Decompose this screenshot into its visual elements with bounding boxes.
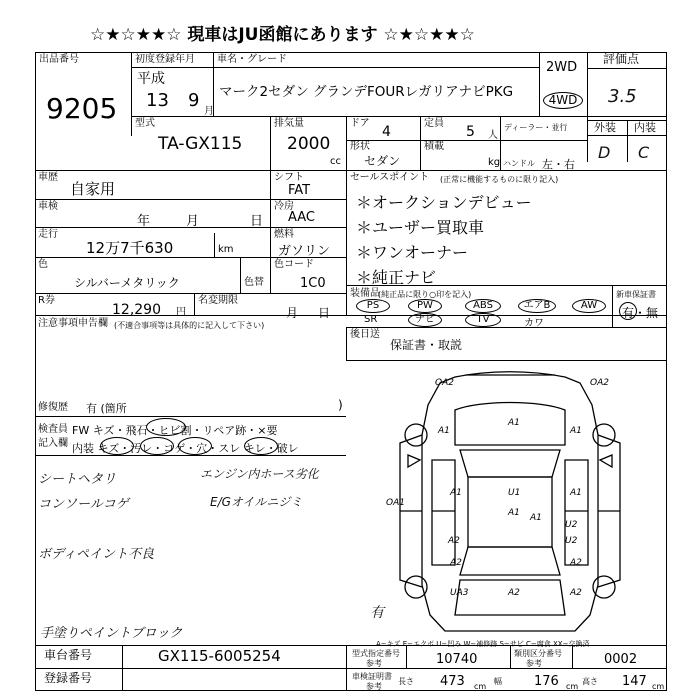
- inspection-label: 車検: [38, 201, 58, 212]
- width-label: 幅: [494, 677, 502, 686]
- post-delivery-value: 保証書・取説: [390, 338, 463, 352]
- length-value: 473: [440, 674, 465, 689]
- warranty-label: 新車保証書: [616, 290, 656, 299]
- drive-2wd: 2WD: [546, 60, 578, 75]
- name-change-day: 日: [318, 306, 331, 320]
- equip-tv: TV: [465, 313, 501, 327]
- warranty-value: 有・無: [622, 306, 659, 320]
- remark-4: E/Gオイルニジミ: [210, 495, 303, 509]
- diag-mark-12: U2: [565, 536, 578, 546]
- circled-stone-chip: [146, 418, 186, 436]
- equip-abs: ABS: [465, 299, 501, 313]
- rating-label: 評価点: [603, 52, 640, 66]
- ext-grade-value: D: [598, 143, 611, 162]
- doors-label: ドア: [350, 118, 370, 129]
- ac-label: 冷房: [274, 201, 294, 212]
- remark-2: コンソールコゲ: [38, 497, 129, 512]
- car-damage-diagram: [360, 365, 660, 645]
- doors-value: 4: [382, 124, 391, 140]
- name-change-label: 名変期限: [198, 295, 238, 306]
- mileage-label: 走行: [38, 229, 58, 240]
- lot-label: 出品番号: [39, 54, 79, 65]
- height-label: 高さ: [582, 677, 598, 686]
- ac-value: AAC: [288, 210, 315, 225]
- rating-value: 3.5: [608, 86, 637, 107]
- sales-points-label: セールスポイント: [350, 172, 430, 183]
- equip-leather: カワ: [524, 318, 544, 329]
- sales-point-1: ＊オークションデビュー: [356, 193, 532, 212]
- displacement-unit: cc: [330, 156, 341, 167]
- first-reg-era: 平成: [137, 71, 165, 87]
- diag-mark-19: A2: [570, 558, 582, 568]
- diag-mark-8: A1: [570, 488, 582, 498]
- diag-mark-14: OA1: [386, 498, 405, 508]
- recycle-value: 12,290: [112, 302, 161, 318]
- repair-value: 有 (箇所: [86, 402, 127, 415]
- repair-label: 修復歴: [38, 402, 68, 413]
- color-value: シルバーメタリック: [74, 276, 180, 290]
- color-label: 色: [38, 259, 48, 270]
- displacement-value: 2000: [287, 134, 331, 154]
- equip-navi: ナビ: [408, 313, 442, 327]
- load-unit: kg: [488, 157, 501, 168]
- diag-mark-13: A1: [530, 513, 542, 523]
- diag-mark-18: A2: [570, 588, 582, 598]
- shape-value: セダン: [364, 154, 401, 168]
- dealer-label: ディーラー・並行: [504, 123, 568, 132]
- color-code-label: 色コード: [274, 259, 314, 270]
- sales-point-3: ＊ワンオーナー: [356, 243, 469, 262]
- model-code-label-1: 型式指定番号: [352, 649, 400, 658]
- sales-point-2: ＊ユーザー買取車: [356, 218, 485, 237]
- model-code-value: 10740: [436, 652, 478, 667]
- ext-grade-label: 外装: [594, 121, 616, 134]
- equipment-sub: (純正品に限り○印を記入): [378, 290, 472, 299]
- diag-mark-15: A2: [450, 558, 462, 568]
- width-unit: cm: [566, 682, 579, 691]
- inspector-label-1: 検査員: [38, 424, 68, 435]
- capacity-value: 5: [466, 124, 475, 140]
- remark-5: ボディペイント不良: [38, 547, 154, 562]
- displacement-label: 排気量: [274, 118, 304, 129]
- history-label: 車歴: [38, 172, 58, 183]
- registration-label: 登録番号: [44, 671, 93, 685]
- diag-mark-5: A1: [570, 426, 582, 436]
- mileage-unit: km: [218, 244, 234, 255]
- equip-sr: SR: [364, 314, 378, 325]
- model-value: TA-GX115: [158, 134, 243, 154]
- remark-3: エンジン内ホース劣化: [200, 467, 319, 481]
- notes-label: 注意事項申告欄: [38, 318, 108, 329]
- stamp-mark: 有: [370, 605, 384, 621]
- shift-value: FAT: [288, 183, 311, 198]
- sales-points-sub: (正常に機能するものに限り記入): [440, 175, 559, 184]
- shift-label: シフト: [274, 172, 304, 183]
- load-label: 積載: [424, 141, 444, 152]
- capacity-unit: 人: [488, 130, 498, 141]
- chassis-value: GX115-6005254: [158, 647, 281, 665]
- equip-ps: PS: [356, 299, 390, 313]
- warranty-circle: [619, 302, 637, 320]
- class-code-value: 0002: [604, 652, 638, 667]
- diag-mark-7: A1: [450, 488, 462, 498]
- capacity-label: 定員: [424, 118, 444, 129]
- recycle-unit: 円: [176, 307, 186, 318]
- diag-mark-4: A1: [438, 426, 450, 436]
- circled-burn: [178, 437, 212, 455]
- remark-1: シートヘタリ: [38, 472, 117, 487]
- diag-mark-3: A1: [508, 418, 520, 428]
- sales-point-4: ＊純正ナビ: [356, 268, 437, 287]
- notes-sub: (不適合事項等は具体的に記入して下さい): [114, 321, 265, 330]
- diag-mark-16: UA3: [450, 588, 469, 598]
- name-change-month: 月: [286, 306, 299, 320]
- history-value: 自家用: [70, 180, 116, 198]
- shape-label: 形状: [350, 141, 370, 152]
- equip-airbag: エアB: [518, 299, 556, 313]
- fuel-label: 燃料: [274, 229, 294, 240]
- equip-pw: PW: [408, 299, 442, 313]
- height-value: 147: [622, 674, 647, 689]
- banner: ☆★☆★★☆ 現車はJU函館にあります ☆★☆★★☆: [90, 25, 475, 45]
- class-code-label-1: 類別区分番号: [514, 649, 562, 658]
- chassis-label: 車台番号: [44, 648, 93, 662]
- circled-scratch: [100, 437, 134, 455]
- fuel-value: ガソリン: [278, 244, 331, 259]
- first-reg-year: 13: [146, 90, 169, 111]
- handle-value: 左・右: [542, 158, 575, 171]
- drive-4wd-circled: 4WD: [543, 92, 583, 109]
- car-name-label: 車名・グレード: [217, 54, 287, 65]
- width-value: 176: [534, 674, 559, 689]
- damage-legend: A−キズ E−エクボ U−凹み W−補修跡 S−サビ C−腐食 XX−交換済: [376, 640, 590, 648]
- color-code-value: 1C0: [300, 276, 326, 291]
- length-label: 長さ: [398, 677, 414, 686]
- first-reg-label: 初度登録年月: [135, 54, 195, 65]
- recycle-label: R券: [38, 295, 55, 306]
- diag-mark-17: A2: [508, 588, 520, 598]
- diag-mark-6: U1: [508, 488, 521, 498]
- diag-mark-10: A2: [448, 536, 460, 546]
- model-code-label-2: 参考: [366, 659, 382, 668]
- post-delivery-label: 後日送: [350, 329, 380, 340]
- dims-label-1: 車検証明書: [352, 672, 392, 681]
- equip-aw: AW: [572, 299, 606, 313]
- length-unit: cm: [474, 682, 487, 691]
- diag-mark-2: OA2: [590, 378, 609, 388]
- inspection-day-unit: 日: [250, 214, 264, 229]
- inspector-label-2: 記入欄: [38, 438, 68, 449]
- int-grade-value: C: [638, 143, 650, 162]
- lot-number: 9205: [46, 92, 118, 125]
- mileage-value: 12万7千630: [86, 239, 174, 257]
- circled-stain: [140, 437, 174, 455]
- inspector-row-2: 内装 キズ・汚レ・コゲ・穴・スレ キレ・破レ: [72, 442, 299, 455]
- handle-label: ハンドル: [503, 159, 535, 168]
- car-name-value: マーク2セダン グランデFOURレガリアナビPKG: [219, 84, 514, 100]
- height-unit: cm: [652, 682, 665, 691]
- remark-6: 手塗りペイントブロック: [40, 626, 183, 641]
- first-reg-month: 9: [188, 90, 200, 111]
- inspection-year-unit: 年: [137, 214, 151, 229]
- first-reg-month-unit: 月: [204, 106, 214, 117]
- class-code-label-2: 参考: [526, 659, 542, 668]
- equipment-label: 装備品: [350, 288, 380, 299]
- diag-mark-9: A1: [508, 508, 520, 518]
- int-grade-label: 内装: [634, 121, 656, 134]
- diag-mark-11: U2: [565, 520, 578, 530]
- repair-close: ): [338, 398, 343, 412]
- model-label: 型式: [135, 118, 155, 129]
- diag-mark-1: OA2: [435, 378, 454, 388]
- inspector-row-1: FW キズ・飛石・ヒビ割・リペア跡・×要: [72, 424, 278, 437]
- inspection-month-unit: 月: [186, 214, 200, 229]
- color-change-label: 色替: [244, 277, 264, 288]
- circled-wear: [244, 437, 278, 455]
- dims-label-2: 参考: [366, 682, 382, 691]
